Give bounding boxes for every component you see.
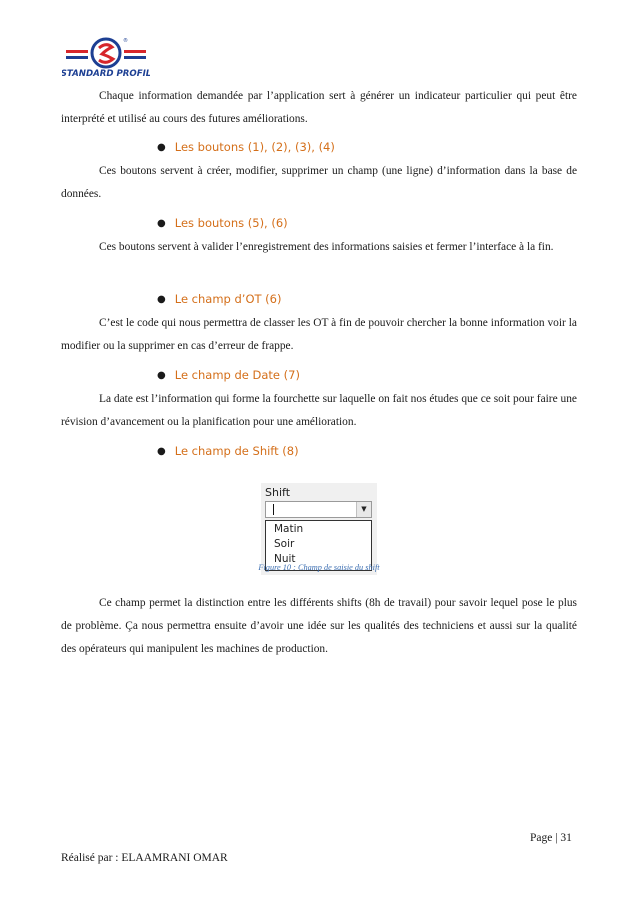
paragraph-1: Chaque information demandée par l’application sert à générer un indicateur particulier qui peut être interprété et utilisé au cours des futures améliorations. bbox=[61, 90, 577, 125]
heading-shift-field: ● Le champ de Shift (8) bbox=[157, 444, 299, 458]
paragraph-4: C’est le code qui nous permettra de classer les OT à fin de pouvoir chercher la bonne information voir la modifier ou la supprimer en cas d’erreur de frappe. bbox=[61, 317, 577, 352]
paragraph-6: Ce champ permet la distinction entre les différents shifts (8h de travail) pour savoir lequel pose le plus de problème. Ça nous permettra ensuite d’avoir une idée sur les qualités des techniciens et aussi sur la qualité des opérateurs qui manipulent les machines de production. bbox=[61, 597, 577, 655]
svg-text:®: ® bbox=[123, 38, 128, 44]
shift-label: Shift bbox=[265, 486, 291, 499]
bullet-icon: ● bbox=[157, 218, 166, 229]
chevron-down-icon[interactable]: ▼ bbox=[356, 502, 371, 517]
paragraph-5: La date est l’information qui forme la fourchette sur laquelle on fait nos études que ce soit pour faire une révision d’avancement ou la planification pour une amélioration. bbox=[61, 393, 577, 428]
shift-option-nuit[interactable]: Nuit bbox=[274, 553, 296, 565]
shift-option-soir[interactable]: Soir bbox=[274, 538, 295, 550]
shift-combobox[interactable] bbox=[265, 501, 372, 518]
bullet-icon: ● bbox=[157, 370, 166, 381]
bullet-icon: ● bbox=[157, 446, 166, 457]
heading-buttons-1-4: ● Les boutons (1), (2), (3), (4) bbox=[157, 140, 335, 154]
page-number: Page | 31 bbox=[530, 832, 572, 844]
paragraph-3: Ces boutons servent à valider l’enregistrement des informations saisies et fermer l’interface à la fin. bbox=[99, 241, 554, 253]
bullet-icon: ● bbox=[157, 294, 166, 305]
shift-option-matin[interactable]: Matin bbox=[274, 523, 304, 535]
heading-date-field: ● Le champ de Date (7) bbox=[157, 368, 300, 382]
author-line: Réalisé par : ELAAMRANI OMAR bbox=[61, 852, 228, 864]
logo-text: STANDARD PROFIL bbox=[62, 69, 150, 79]
standard-profil-logo bbox=[62, 36, 150, 80]
text-caret bbox=[273, 504, 274, 515]
heading-ot-field: ● Le champ d’OT (6) bbox=[157, 292, 282, 306]
paragraph-2: Ces boutons servent à créer, modifier, supprimer un champ (une ligne) d’information dans la base de données. bbox=[61, 165, 577, 200]
figure-caption: Figure 10 : Champ de saisie du shift bbox=[258, 563, 380, 572]
bullet-icon: ● bbox=[157, 142, 166, 153]
heading-buttons-5-6: ● Les boutons (5), (6) bbox=[157, 216, 288, 230]
shift-figure bbox=[261, 483, 377, 575]
